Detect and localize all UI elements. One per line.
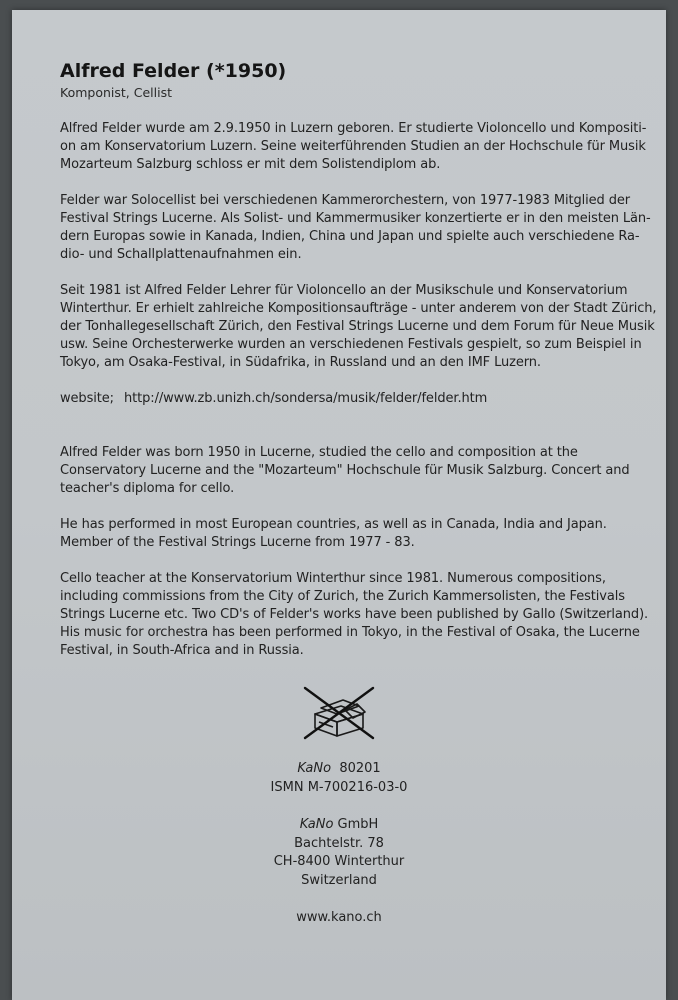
- publisher-country: Switzerland: [301, 872, 377, 888]
- publisher-footer: [12, 684, 666, 928]
- text-line: Felder war Solocellist bei verschiedenen Kammerorchestern, von 1977-1983 Mitglied der: [60, 193, 631, 208]
- text-line: Mozarteum Salzburg schloss er mit dem Solistendiplom ab.: [60, 157, 441, 172]
- website-line: [60, 390, 640, 408]
- text-line: Strings Lucerne etc. Two CD's of Felder's works have been published by Gallo (Switzerland).: [60, 607, 649, 622]
- text-line: dern Europas sowie in Kanada, Indien, China und Japan und spielte auch verschiedene Ra-: [60, 229, 640, 244]
- biography-content: [60, 58, 657, 678]
- text-line: Seit 1981 ist Alfred Felder Lehrer für Violoncello an der Musikschule und Konservatorium: [60, 283, 628, 298]
- text-line: dio- und Schallplattenaufnahmen ein.: [60, 247, 302, 262]
- text-line: der Tonhallegesellschaft Zürich, den Festival Strings Lucerne und dem Forum für Neue Musik: [60, 319, 655, 334]
- text-line: He has performed in most European countries, as well as in Canada, India and Japan.: [60, 517, 607, 532]
- ismn-number: ISMN M-700216-03-0: [270, 779, 408, 795]
- publisher-brand: KaNo: [299, 817, 334, 832]
- text-line: on am Konservatorium Luzern. Seine weiterführenden Studien an der Hochschule für Musik: [60, 139, 646, 154]
- text-line: Festival Strings Lucerne. Als Solist- und Kammermusiker konzertierte er in den meisten Län-: [60, 211, 651, 226]
- german-paragraph-1: [60, 120, 647, 174]
- text-line: teacher's diploma for cello.: [60, 481, 235, 496]
- english-paragraph-2: [60, 516, 640, 552]
- text-line: including commissions from the City of Zurich, the Zurich Kammersolisten, the Festivals: [60, 589, 625, 604]
- text-line: Festival, in South-Africa and in Russia.: [60, 643, 304, 658]
- catalog-number: [12, 760, 666, 779]
- text-line: Conservatory Lucerne and the "Mozarteum" Hochschule für Musik Salzburg. Concert and: [60, 463, 630, 478]
- text-line: Alfred Felder wurde am 2.9.1950 in Luzern geboren. Er studierte Violoncello und Kompositi-: [60, 121, 647, 136]
- english-paragraph-3: [60, 570, 649, 660]
- website-label: website;: [60, 391, 114, 406]
- publisher-suffix: GmbH: [337, 817, 379, 832]
- section-gap: [60, 426, 640, 444]
- footer-gap: [12, 797, 666, 816]
- website-row: [60, 390, 640, 408]
- text-line: Member of the Festival Strings Lucerne from 1977 - 83.: [60, 535, 415, 550]
- text-line: Alfred Felder was born 1950 in Lucerne, studied the cello and composition at the: [60, 445, 578, 460]
- text-line: Winterthur. Er erhielt zahlreiche Kompositionsaufträge - unter anderem von der Stadt Zürich,: [60, 301, 657, 316]
- english-paragraph-1: [60, 444, 640, 498]
- page-subtitle: Komponist, Cellist: [60, 85, 172, 100]
- publisher-website: www.kano.ch: [296, 910, 382, 925]
- catalog-brand: KaNo: [297, 761, 332, 776]
- page-sheet: [12, 10, 666, 1000]
- text-line: His music for orchestra has been performed in Tokyo, in the Festival of Osaka, the Lucerne: [60, 625, 640, 640]
- catalog-number-value: 80201: [339, 761, 381, 776]
- publisher-city: CH-8400 Winterthur: [273, 854, 405, 869]
- text-line: Cello teacher at the Konservatorium Winterthur since 1981. Numerous compositions,: [60, 571, 606, 586]
- page-title: Alfred Felder (*1950): [60, 60, 287, 82]
- publisher-street: Bachtelstr. 78: [294, 835, 384, 851]
- publisher-name: [12, 816, 666, 835]
- no-photocopy-icon: [301, 684, 377, 742]
- german-paragraph-2: [60, 192, 651, 264]
- german-paragraph-3: [60, 282, 657, 372]
- website-url: http://www.zb.unizh.ch/sondersa/musik/felder/felder.htm: [124, 391, 488, 406]
- text-line: Tokyo, am Osaka-Festival, in Südafrika, in Russland und an den IMF Luzern.: [60, 355, 541, 370]
- text-line: usw. Seine Orchesterwerke wurden an verschiedenen Festivals gespielt, so zum Beispiel in: [60, 337, 642, 352]
